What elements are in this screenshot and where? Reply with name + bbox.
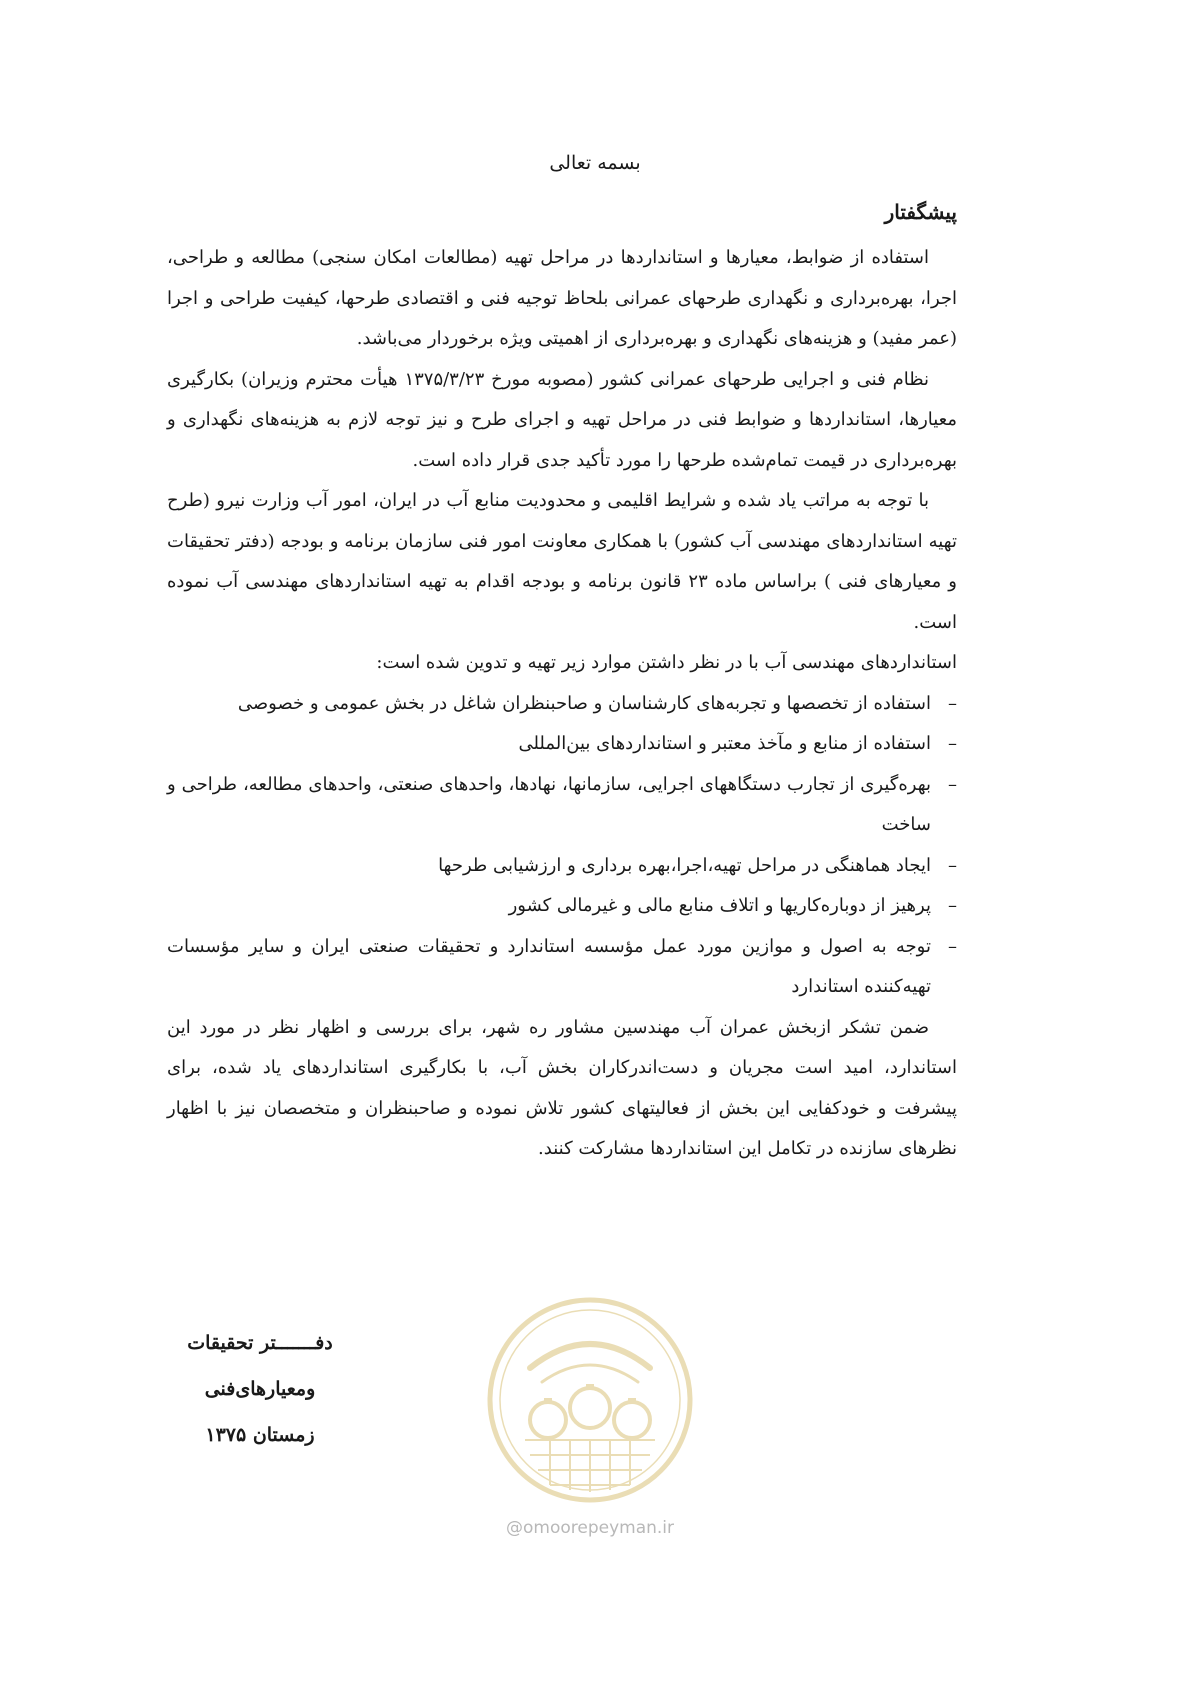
invocation-heading: بسمه تعالی bbox=[549, 152, 641, 174]
list-item bbox=[167, 684, 957, 725]
bullet-marker: – bbox=[948, 692, 957, 714]
paragraph-1: استفاده از ضوابط، معیارها و استانداردها در مراحل تهیه (مطالعات امکان سنجی) مطالعه و طراحی، اجرا، بهره‌برداری و نگهداری طرحهای عمرانی بلحاظ توجیه فنی و اقتصادی طرحها، کیفیت طراحی و اجرا (عمر مفید) و هزینه‌های نگهداری و بهره‌برداری از اهمیتی ویژه برخوردار می‌باشد. bbox=[167, 247, 957, 349]
paragraph-3: با توجه به مراتب یاد شده و شرایط اقلیمی و محدودیت منابع آب در ایران، امور آب وزارت نیرو (طرح تهیه استانداردهای مهندسی آب کشور) با همکاری معاونت امور فنی سازمان برنامه و بودجه (دفتر تحقیقات و معیارهای فنی ) براساس ماده ۲۳ قانون برنامه و بودجه اقدام به تهیه استانداردهای مهندسی آب نموده است. bbox=[167, 490, 957, 633]
bullet-marker: – bbox=[948, 773, 957, 795]
watermark-stamp bbox=[480, 1290, 700, 1550]
list-item-text: توجه به اصول و موازین مورد عمل مؤسسه استاندارد و تحقیقات صنعتی ایران و سایر مؤسسات تهیه‌کننده استاندارد bbox=[167, 935, 931, 997]
list-item-text: استفاده از منابع و مآخذ معتبر و استانداردهای بین‌المللی bbox=[518, 733, 931, 754]
signature-department: ومعیارهای‌فنی bbox=[204, 1378, 316, 1400]
list-item bbox=[167, 886, 957, 927]
list-item bbox=[167, 846, 957, 887]
list-item-text: استفاده از تخصصها و تجربه‌های کارشناسان و صاحبنظران شاغل در بخش عمومی و خصوصی bbox=[237, 692, 931, 714]
paragraph-2: نظام فنی و اجرایی طرحهای عمرانی کشور (مصوبه مورخ ۱۳۷۵/۳/۲۳ هیأت محترم وزیران) بکارگیری معیارها، استانداردها و ضوابط فنی در مراحل تهیه و اجرای طرح و نیز توجه لازم به هزینه‌های نگهداری و بهره‌برداری در قیمت تمام‌شده طرحها را مورد تأکید جدی قرار داده است. bbox=[167, 368, 957, 471]
page-title: پیشگفتار bbox=[884, 200, 957, 224]
bullet-marker: – bbox=[948, 935, 957, 957]
signature-office: دفـــــــتر تحقیقات bbox=[187, 1332, 333, 1354]
signature-date: زمستان ۱۳۷۵ bbox=[205, 1424, 315, 1446]
watermark-url: @omoorepeyman.ir bbox=[505, 1518, 675, 1538]
list-item bbox=[167, 765, 957, 846]
list-item bbox=[167, 724, 957, 765]
bullet-marker: – bbox=[948, 854, 957, 876]
signature-block bbox=[160, 1320, 360, 1458]
list-item-text: پرهیز از دوباره‌کاریها و اتلاف منابع مالی و غیرمالی کشور bbox=[508, 895, 931, 916]
list-item-text: ایجاد هماهنگی در مراحل تهیه،اجرا،بهره برداری و ارزشیابی طرحها bbox=[438, 854, 931, 876]
bullet-list bbox=[167, 684, 957, 1008]
closing-paragraph: ضمن تشکر ازبخش عمران آب مهندسین مشاور ره شهر، برای بررسی و اظهار نظر در مورد این استاندارد، امید است مجریان و دست‌اندرکاران بخش آب، با بکارگیری استانداردهای یاد شده، برای پیشرفت و خودکفایی این بخش از فعالیتهای کشور تلاش نموده و صاحبنظران و متخصصان نیز با اظهار نظرهای سازنده در تکامل این استانداردها مشارکت کنند. bbox=[167, 1016, 957, 1159]
watermark-logo-icon bbox=[480, 1290, 700, 1510]
bullet-marker: – bbox=[948, 733, 957, 754]
list-intro: استانداردهای مهندسی آب با در نظر داشتن موارد زیر تهیه و تدوین شده است: bbox=[376, 652, 957, 673]
bullet-marker: – bbox=[948, 895, 957, 916]
body-text bbox=[167, 238, 957, 1170]
list-item bbox=[167, 927, 957, 1008]
list-item-text: بهره‌گیری از تجارب دستگاههای اجرایی، سازمانها، نهادها، واحدهای صنعتی، واحدهای مطالعه، طراحی و ساخت bbox=[167, 773, 931, 835]
